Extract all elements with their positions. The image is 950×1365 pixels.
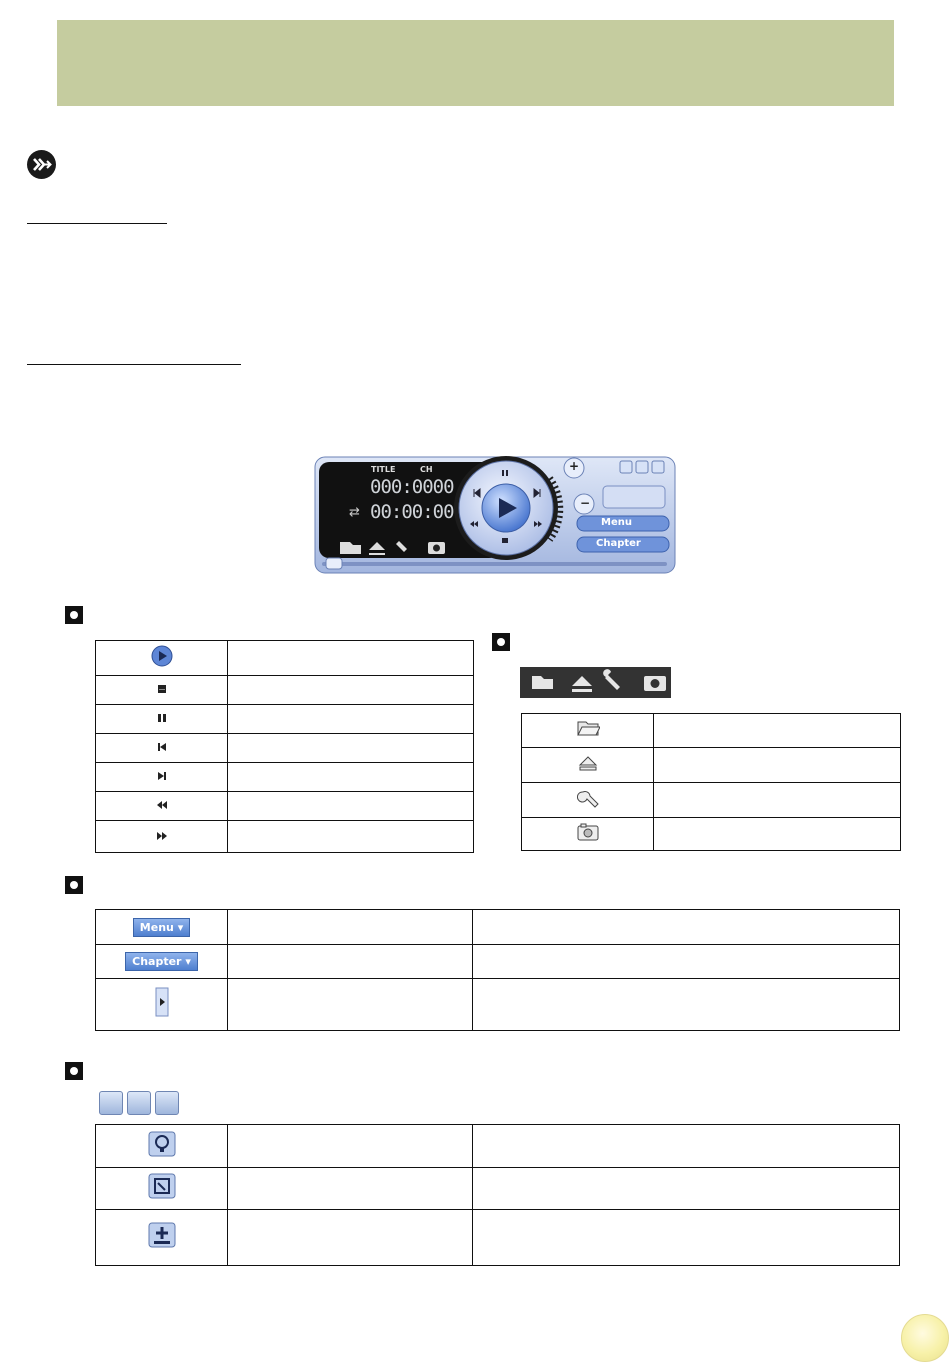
close-icon bbox=[96, 1210, 228, 1266]
dvd-player-graphic bbox=[314, 456, 676, 574]
repeat-icon[interactable]: ⇄ bbox=[349, 505, 360, 520]
settings-wrench-icon bbox=[522, 783, 654, 818]
table-row bbox=[96, 641, 474, 676]
section-bullet-playback bbox=[65, 606, 83, 624]
player-title-counter: 000:0000 bbox=[370, 476, 454, 498]
section-bullet-tools bbox=[492, 633, 510, 651]
tools-strip bbox=[520, 667, 671, 698]
table-row bbox=[96, 705, 474, 734]
expand-arrow-icon bbox=[96, 979, 228, 1031]
player-chapter-label: CH bbox=[420, 465, 433, 474]
table-row bbox=[96, 1210, 900, 1266]
table-row bbox=[96, 676, 474, 705]
chapter-button-sample bbox=[96, 945, 228, 979]
table-row bbox=[96, 945, 900, 979]
volume-down-button[interactable]: − bbox=[580, 496, 591, 510]
table-row bbox=[96, 1125, 900, 1168]
table-row bbox=[96, 821, 474, 853]
table-row bbox=[96, 979, 900, 1031]
table-row bbox=[96, 792, 474, 821]
play-icon bbox=[96, 641, 228, 676]
player-time-counter: 00:00:00 bbox=[370, 501, 454, 523]
player-menu-button[interactable]: Menu bbox=[601, 517, 632, 528]
snapshot-camera-icon bbox=[522, 818, 654, 851]
table-row bbox=[522, 714, 901, 748]
eject-icon bbox=[522, 748, 654, 783]
player-title-label: TITLE bbox=[371, 465, 396, 474]
menu-button: Menu ▾ bbox=[133, 918, 190, 937]
help-icon bbox=[96, 1125, 228, 1168]
table-row bbox=[522, 783, 901, 818]
table-row bbox=[96, 734, 474, 763]
table-row bbox=[96, 763, 474, 792]
table-row bbox=[96, 1168, 900, 1210]
stop-icon bbox=[96, 676, 228, 705]
help-icon bbox=[99, 1091, 123, 1115]
close-icon bbox=[155, 1091, 179, 1115]
menu-controls-table bbox=[95, 909, 900, 1031]
playback-buttons-table bbox=[95, 640, 474, 853]
menu-button-sample bbox=[96, 910, 228, 945]
next-icon bbox=[96, 763, 228, 792]
fast-forward-icon bbox=[96, 821, 228, 853]
minimize-icon bbox=[127, 1091, 151, 1115]
volume-up-button[interactable]: + bbox=[569, 459, 580, 473]
heading-underline-2 bbox=[27, 364, 241, 365]
table-row bbox=[522, 748, 901, 783]
player-chapter-button[interactable]: Chapter bbox=[596, 538, 641, 549]
tools-table bbox=[521, 713, 901, 851]
page-header-band bbox=[57, 20, 894, 106]
heading-underline-1 bbox=[27, 223, 167, 224]
note-arrow-icon bbox=[27, 150, 56, 179]
rewind-icon bbox=[96, 792, 228, 821]
previous-icon bbox=[96, 734, 228, 763]
window-controls-strip bbox=[99, 1091, 179, 1115]
table-row bbox=[96, 910, 900, 945]
chapter-button: Chapter ▾ bbox=[125, 952, 198, 971]
window-controls-table bbox=[95, 1124, 900, 1266]
table-row bbox=[522, 818, 901, 851]
minimize-icon bbox=[96, 1168, 228, 1210]
open-folder-icon bbox=[522, 714, 654, 748]
pause-icon bbox=[96, 705, 228, 734]
section-bullet-window bbox=[65, 1062, 83, 1080]
section-bullet-menu bbox=[65, 876, 83, 894]
dvd-player-panel bbox=[314, 456, 676, 574]
page-number-marker bbox=[901, 1314, 949, 1362]
